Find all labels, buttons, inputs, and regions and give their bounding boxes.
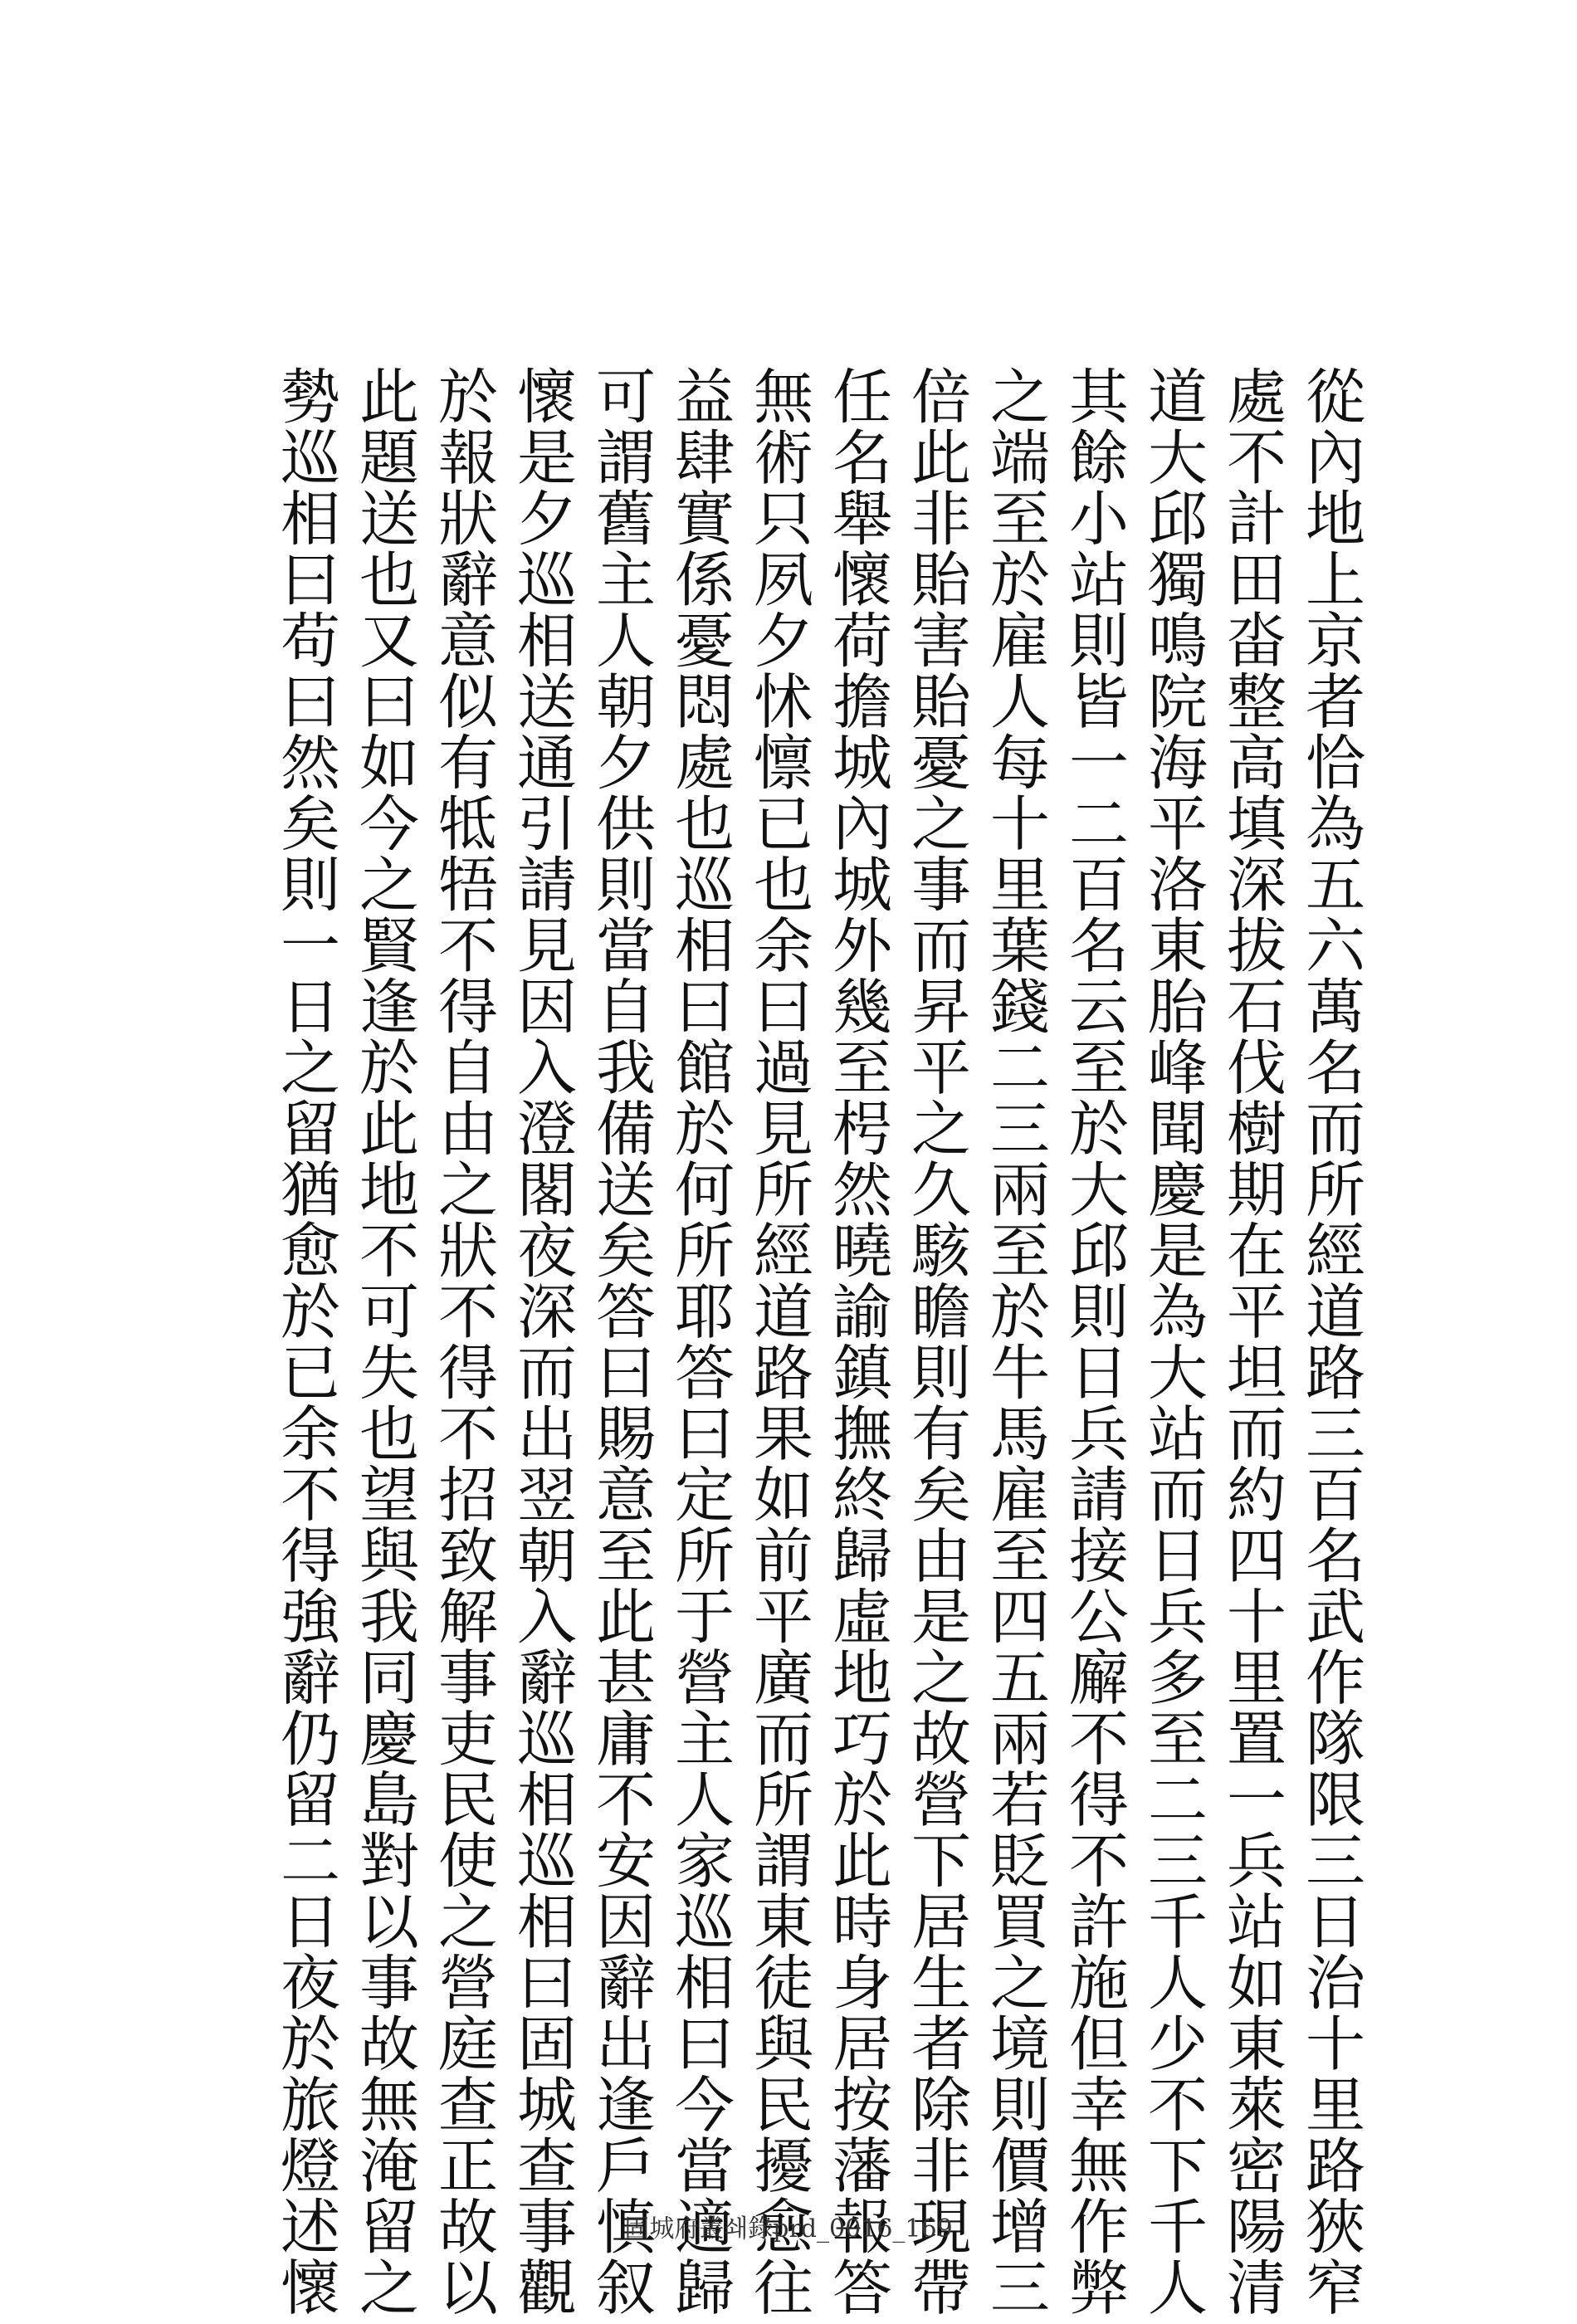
text-column-2: 處不計田畓整高填深拔石伐樹期在平坦而約四十里置一兵站如東萊密陽清 [1217, 365, 1286, 2317]
text-column-9: 益肆實係憂悶處也巡相曰館於何所耶答曰定所于營主人家巡相曰今當適歸 [665, 365, 735, 2317]
text-column-11: 懷是夕巡相送通引請見因入澄閣夜深而出翌朝入辭巡相巡相曰固城查事觀 [507, 365, 577, 2317]
text-column-1: 從內地上京者恰為五六萬名而所經道路三百名武作隊限三日治十里路狹窄 [1296, 365, 1365, 2317]
text-column-5: 之端至於雇人每十里葉錢二三兩至於牛馬雇至四五兩若貶買之境則價增三 [980, 365, 1050, 2317]
text-column-3: 道大邱獨鳴院海平洛東胎峰聞慶是為大站而日兵多至二三千人少不下千人 [1138, 365, 1208, 2317]
page-caption: 固城府叢쇄錄prd_0016_169 [624, 2214, 953, 2243]
text-column-14: 勢巡相曰苟曰然矣則一日之留猶愈於已余不得強辭仍留二日夜於旅燈述懷 [271, 365, 340, 2317]
text-column-13: 此題送也又曰如今之賢逢於此地不可失也望與我同慶島對以事故無淹留之 [349, 365, 419, 2317]
text-column-8: 無術只夙夕怵懔已也余曰過見所經道路果如前平廣而所謂東徒與民擾愈往 [744, 365, 813, 2317]
text-column-4: 其餘小站則皆一二百名云至於大邱則日兵請接公廨不得不許施但幸無作弊 [1059, 365, 1129, 2317]
text-column-12: 於報狀辭意似有牴牾不得自由之狀不得不招致解事吏民使之營庭查正故以 [428, 365, 498, 2317]
text-column-7: 任名舉懷荷擔城內城外幾至枵然曉諭鎮撫終歸虛地巧於此時身居按藩報答 [823, 365, 892, 2317]
text-column-10: 可謂舊主人朝夕供則當自我備送矣答曰賜意至此甚庸不安因辭出逢戶慎叙 [586, 365, 656, 2317]
text-column-6: 倍此非貽害貽憂之事而昇平之久駭瞻則有矣由是之故營下居生者除非現帶 [901, 365, 971, 2317]
